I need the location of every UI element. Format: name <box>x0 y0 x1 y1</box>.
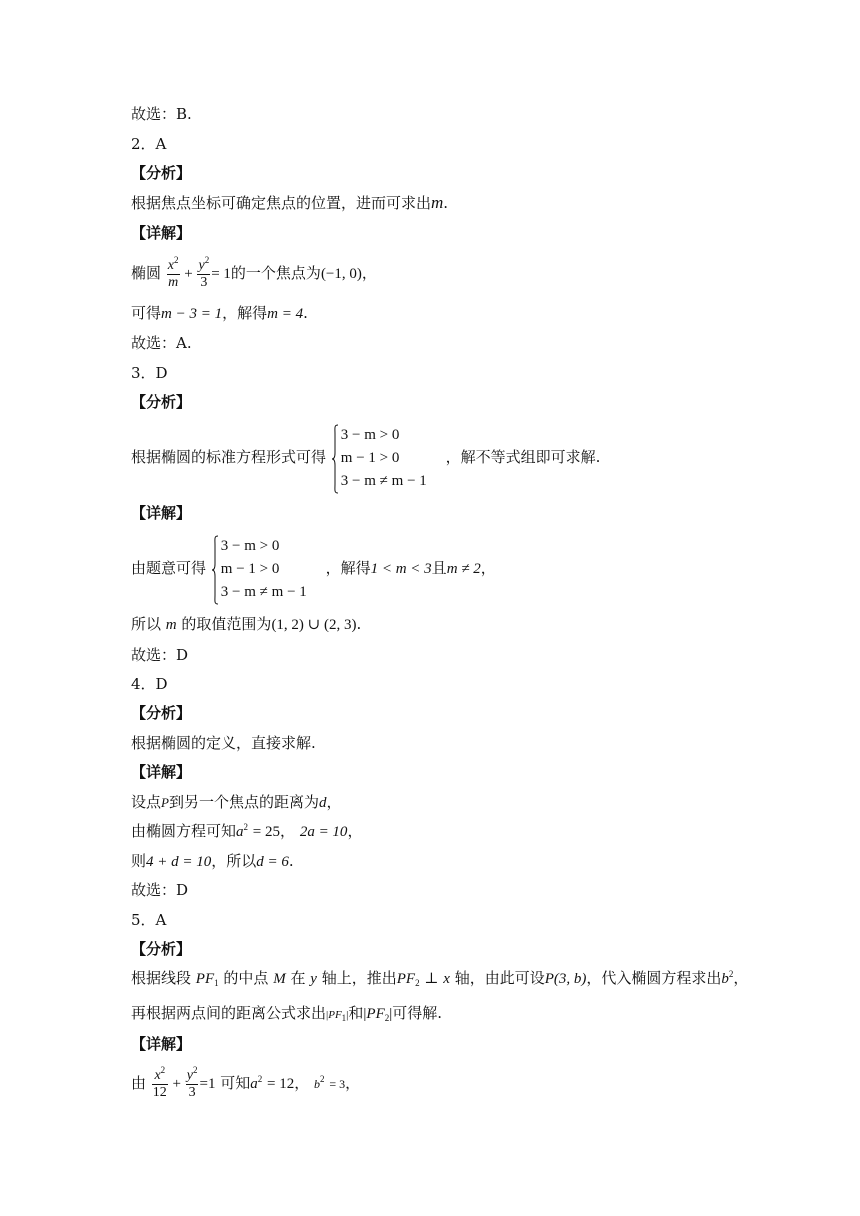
text: 和 <box>348 1004 364 1022</box>
system-row: m − 1 > 0 <box>220 560 280 577</box>
q3-analysis-text <box>131 422 600 493</box>
math-var: M <box>273 971 286 987</box>
left-brace-icon <box>211 535 219 605</box>
math-expr: m = 4 <box>267 306 304 322</box>
perp-symbol: ⊥ <box>424 971 439 987</box>
q2-detail-line1: 椭圆 $\frac{x^2}{m}$ + $\frac{y^2}{3}$ = 1的一个焦点为(−1, 0)， <box>131 254 377 290</box>
text: ，解得 <box>325 559 371 577</box>
text: ，所以 <box>211 852 257 870</box>
q3-range-line <box>131 614 361 635</box>
text: 椭圆 <box>131 264 162 282</box>
math-expr: = 12 <box>267 1076 295 1092</box>
q4-detail-line2: 由椭圆方程可知$a^2 = 25$， 2a = 10， <box>131 822 363 840</box>
math-var: m <box>431 193 444 212</box>
system-row: 3 − m ≠ m − 1 <box>220 583 307 600</box>
text: ， <box>280 822 296 840</box>
math-expr: 4 + d = 10 <box>146 854 212 870</box>
q2-answer: 2．A <box>131 135 167 153</box>
text: ， <box>361 264 377 282</box>
text: ，解不等式组即可求解. <box>445 448 601 466</box>
text: 设点 <box>131 793 162 811</box>
text: 根据线段 <box>131 969 192 987</box>
q5-analysis-line1: 根据线段 $PF_1$ 的中点 M 在 y 轴上，推出$PF_2$ ⊥ x 轴，由此可设P(3, b)，代入椭圆方程求出$b^2$， <box>131 969 749 988</box>
text: ， <box>480 559 496 577</box>
text: 可知 <box>220 1074 251 1092</box>
system-row: 3 − m ≠ m − 1 <box>340 472 427 489</box>
q4-detail-line1 <box>131 792 342 813</box>
fraction-y2-over-3: $\frac{y^2}{3}$ <box>198 254 210 290</box>
system-row: 3 − m > 0 <box>340 426 400 443</box>
text: 可得 <box>131 304 162 322</box>
math-var: d <box>318 795 327 811</box>
text: 且 <box>431 559 447 577</box>
q2-detail-line2 <box>131 303 308 324</box>
q5-analysis-heading: 【分析】 <box>131 940 192 958</box>
text: 的一个焦点为 <box>230 264 321 282</box>
text: 在 <box>290 969 306 987</box>
system-row: 3 − m > 0 <box>220 537 280 554</box>
q5-detail-line1: 由 $\frac{x^2}{12}$ + $\frac{y^2}{3}$ =1 可知$a^2 = 12$， $b^2 = 3$， <box>131 1064 361 1100</box>
q2-analysis-heading: 【分析】 <box>131 164 192 182</box>
q2-conclusion: 故选：A. <box>131 334 192 352</box>
text: ， <box>733 969 749 987</box>
inequality-system <box>211 535 307 604</box>
q4-analysis-text: 根据椭圆的定义，直接求解. <box>131 734 316 752</box>
text: 到另一个焦点的距离为 <box>168 793 319 811</box>
inequality-system <box>331 424 427 493</box>
q4-answer: 4．D <box>131 675 168 693</box>
text: ， <box>294 1074 310 1092</box>
math-var: m <box>165 617 177 633</box>
q5-answer: 5．A <box>131 911 167 929</box>
left-brace-icon <box>331 424 339 494</box>
q4-conclusion: 故选：D <box>131 881 189 899</box>
text: ，代入椭圆方程求出 <box>586 969 722 987</box>
text: 根据焦点坐标可确定焦点的位置，进而可求出 <box>131 194 432 212</box>
q2-detail-heading: 【详解】 <box>131 224 192 242</box>
text: 所以 <box>131 615 162 633</box>
q1-conclusion: 故选：B. <box>131 105 192 123</box>
text: ，解得 <box>222 304 268 322</box>
text: 由 <box>131 1074 147 1092</box>
text: 由题意可得 <box>131 559 207 577</box>
q2-analysis-text <box>131 193 448 213</box>
text: . <box>443 194 449 212</box>
system-row: m − 1 > 0 <box>340 449 400 466</box>
q5-analysis-line2: 再根据两点间的距离公式求出$|PF_1|$和$|PF_2|$可得解. <box>131 1004 443 1023</box>
q3-analysis-heading: 【分析】 <box>131 393 192 411</box>
math-expr: m ≠ 2 <box>446 561 481 577</box>
text: . <box>288 852 294 870</box>
text: 的取值范围为 <box>181 615 272 633</box>
math-expr: m − 3 = 1 <box>161 306 223 322</box>
math-expr: = 3 <box>329 1077 346 1091</box>
equation-rhs: =1 <box>199 1076 216 1092</box>
math-expr: 2a = 10 <box>299 824 348 840</box>
q4-detail-heading: 【详解】 <box>131 763 192 781</box>
math-var: P <box>161 795 169 810</box>
equation-rhs: = 1 <box>211 266 231 282</box>
text: 则 <box>131 852 147 870</box>
fraction-y2-over-3: $\frac{y^2}{3}$ <box>186 1064 198 1100</box>
q4-analysis-heading: 【分析】 <box>131 704 192 722</box>
q3-detail-line1 <box>131 533 496 604</box>
text: ， <box>345 1074 361 1092</box>
math-expr: = 25 <box>252 824 281 840</box>
fraction-x2-over-m: $\frac{x^2}{m}$ <box>167 254 179 290</box>
math-point: (−1, 0) <box>320 266 362 282</box>
math-expr: d = 6 <box>256 854 289 870</box>
text: 根据椭圆的标准方程形式可得 <box>131 448 327 466</box>
q3-detail-heading: 【详解】 <box>131 504 192 522</box>
text: 可得解. <box>392 1004 443 1022</box>
text: 轴，由此可设 <box>454 969 545 987</box>
text: 再根据两点间的距离公式求出 <box>131 1004 327 1022</box>
text: ， <box>347 822 363 840</box>
text: . <box>356 615 362 633</box>
text: ， <box>326 793 342 811</box>
text: 由椭圆方程可知 <box>131 822 237 840</box>
fraction-x2-over-12: $\frac{x^2}{12}$ <box>152 1064 167 1100</box>
math-var: x <box>443 971 450 987</box>
q3-conclusion: 故选：D <box>131 646 189 664</box>
q4-detail-line3 <box>131 851 294 872</box>
math-expr: (1, 2) ∪ (2, 3) <box>271 617 357 633</box>
q5-detail-heading: 【详解】 <box>131 1035 192 1053</box>
math-point: P(3, b) <box>544 971 587 987</box>
math-expr: 1 < m < 3 <box>370 561 432 577</box>
text: . <box>303 304 308 322</box>
text: 轴上，推出 <box>321 969 397 987</box>
math-var: y <box>310 971 317 987</box>
q3-answer: 3．D <box>131 364 168 382</box>
text: 的中点 <box>223 969 269 987</box>
